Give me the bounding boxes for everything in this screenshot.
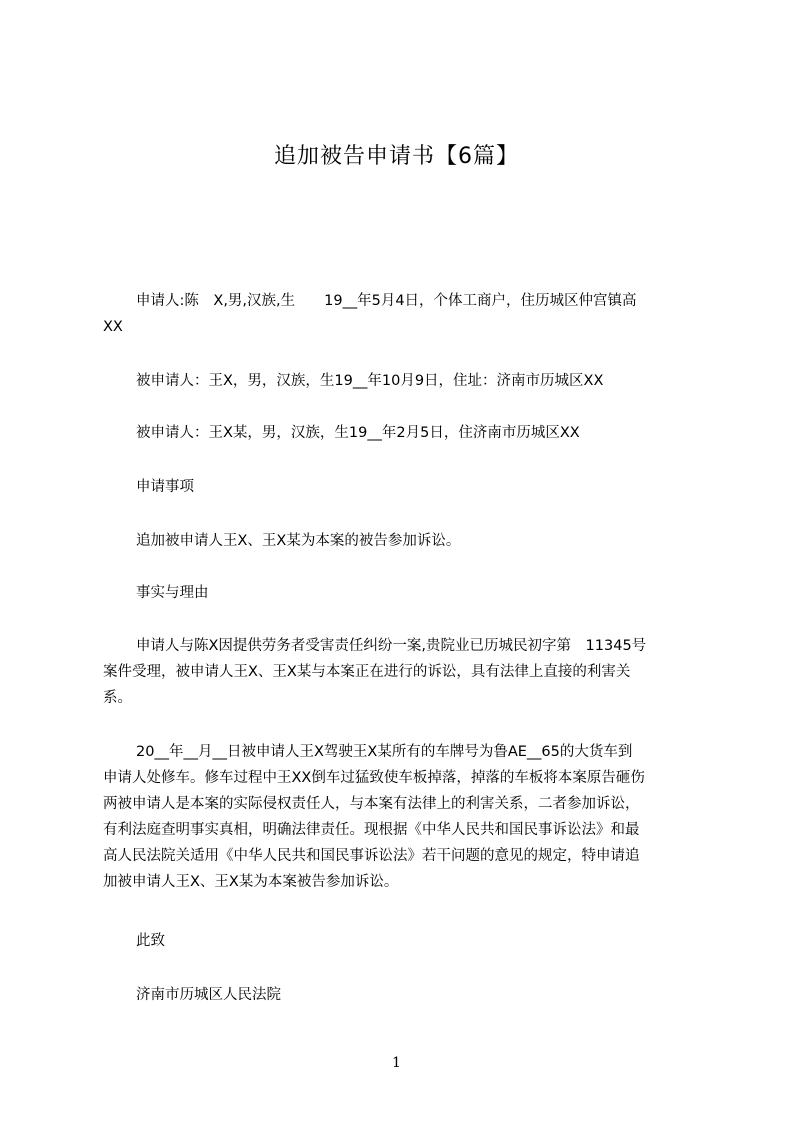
facts-line: 有利法庭查明事实真相，明确法律责任。现根据《中华人民共和国民事诉讼法》和最 — [103, 822, 640, 838]
document-title: 追加被告申请书【6篇】 — [274, 144, 519, 169]
facts-line: 系。 — [103, 690, 132, 706]
respondent-2: 被申请人：王X某，男，汉族，生19__年2月5日，住济南市历城区XX — [136, 425, 580, 441]
applicant-line: 申请人:陈 X,男,汉族,生 19__年5月4日，个体工商户，住历城区仲宫镇高 — [136, 293, 637, 309]
facts-line: 20__年__月__日被申请人王X驾驶王X某所有的车牌号为鲁AE__65的大货车到 — [136, 744, 633, 760]
heading-facts: 事实与理由 — [136, 585, 209, 601]
facts-line: 申请人与陈X因提供劳务者受害责任纠纷一案,贵院业已历城民初字第 11345号 — [136, 638, 647, 654]
page-number: 1 — [392, 1055, 401, 1071]
closing-text: 此致 — [136, 933, 165, 949]
respondent-1: 被申请人：王X，男，汉族，生19__年10月9日，住址：济南市历城区XX — [136, 373, 604, 389]
request-text: 追加被申请人王X、王X某为本案的被告参加诉讼。 — [136, 533, 461, 549]
facts-line: 加被申请人王X、王X某为本案被告参加诉讼。 — [103, 874, 399, 890]
heading-request: 申请事项 — [136, 479, 194, 495]
facts-line: 案件受理，被申请人王X、王X某与本案正在进行的诉讼，具有法律上直接的利害关 — [103, 664, 631, 680]
applicant-line: XX — [103, 319, 123, 335]
facts-paragraph-2 — [103, 739, 699, 895]
facts-paragraph-1 — [103, 633, 699, 711]
court-name: 济南市历城区人民法院 — [136, 987, 281, 1003]
applicant-paragraph — [103, 288, 699, 340]
facts-line: 高人民法院关适用《中华人民共和国民事诉讼法》若干问题的意见的规定，特申请追 — [103, 848, 640, 864]
facts-line: 两被申请人是本案的实际侵权责任人，与本案有法律上的利害关系，二者参加诉讼， — [103, 796, 640, 812]
facts-line: 申请人处修车。修车过程中王XX倒车过猛致使车板掉落，掉落的车板将本案原告砸伤 — [103, 770, 645, 786]
